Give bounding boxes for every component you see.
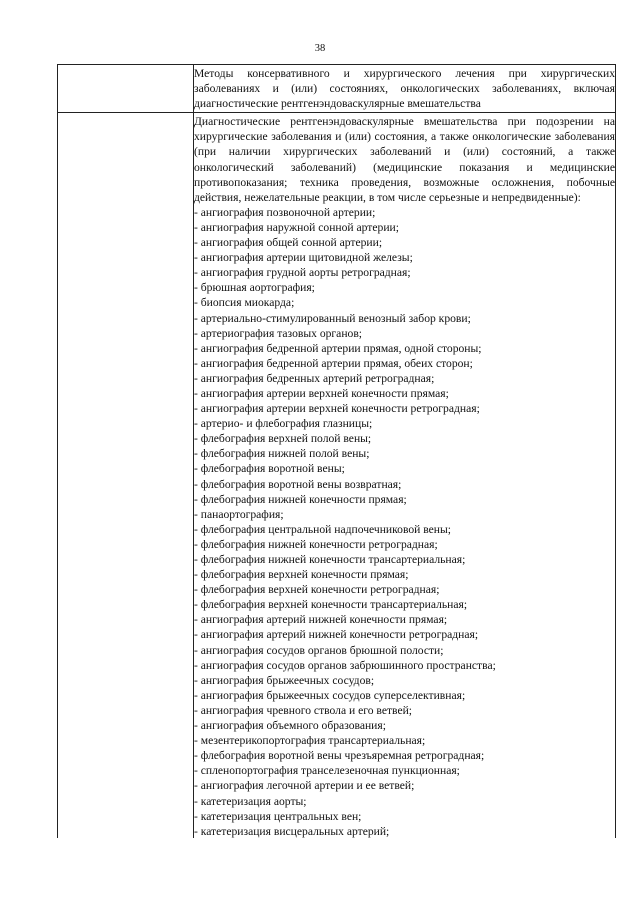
list-item: - мезентерикопортография трансартериальная; <box>194 734 426 748</box>
list-item: - ангиография брыжеечных сосудов; <box>194 673 375 687</box>
table-row-content <box>58 113 616 840</box>
section-header-text: Методы консервативного и хирургического лечения при хирургических заболеваниях и (или) состояниях, онкологических заболеваниях, включая диагностические рентгенэндоваскулярные вмешательства <box>194 67 615 111</box>
page-number: 38 <box>314 43 326 54</box>
list-item: - артериально-стимулированный венозный забор крови; <box>194 311 471 325</box>
list-item: - флебография верхней полой вены; <box>194 432 372 446</box>
list-item: - ангиография чревного ствола и его ветвей; <box>194 703 413 717</box>
list-item: - флебография верхней конечности прямая; <box>194 568 409 582</box>
list-item: - ангиография артерии верхней конечности прямая; <box>194 386 449 400</box>
list-item: - ангиография объемного образования; <box>194 719 386 733</box>
list-item: - спленопортография транселезеночная пункционная; <box>194 764 460 778</box>
list-item: - ангиография артерий нижней конечности прямая; <box>194 613 448 627</box>
list-item: - флебография верхней конечности трансартериальная; <box>194 598 468 612</box>
list-item: - биопсия миокарда; <box>194 296 295 310</box>
list-item: - ангиография легочной артерии и ее ветвей; <box>194 779 415 793</box>
list-item: - брюшная аортография; <box>194 281 315 295</box>
content-cell <box>194 113 616 840</box>
list-item: - ангиография сосудов органов брюшной полости; <box>194 643 444 657</box>
list-item: - ангиография артерии щитовидной железы; <box>194 251 413 265</box>
list-item: - ангиография наружной сонной артерии; <box>194 220 399 234</box>
list-item: - флебография воротной вены чрезъяремная ретроградная; <box>194 749 485 763</box>
list-item: - ангиография общей сонной артерии; <box>194 236 383 250</box>
table-row-header <box>58 65 616 113</box>
list-item: - катетеризация висцеральных артерий; <box>194 824 390 838</box>
list-item: - флебография верхней конечности ретроградная; <box>194 583 440 597</box>
list-item: - флебография воротной вены возвратная; <box>194 477 402 491</box>
page-bottom-margin <box>57 838 617 905</box>
empty-left-cell <box>58 65 194 113</box>
list-item: - артериография тазовых органов; <box>194 326 363 340</box>
list-item: - флебография нижней полой вены; <box>194 447 370 461</box>
list-item: - артерио- и флебография глазницы; <box>194 417 373 431</box>
list-item: - ангиография бедренной артерии прямая, обеих сторон; <box>194 356 473 370</box>
list-item: - ангиография артерии верхней конечности ретроградная; <box>194 402 480 416</box>
list-item: - ангиография бедренных артерий ретроградная; <box>194 371 435 385</box>
list-item: - флебография воротной вены; <box>194 462 345 476</box>
list-item: - флебография нижней конечности ретроградная; <box>194 537 438 551</box>
list-item: - ангиография брыжеечных сосудов суперселективная; <box>194 688 466 702</box>
list-item: - ангиография бедренной артерии прямая, одной стороны; <box>194 341 482 355</box>
list-item: - панаортография; <box>194 507 284 521</box>
content-table <box>57 64 616 840</box>
list-item: - катетеризация центральных вен; <box>194 809 362 823</box>
empty-left-cell <box>58 113 194 840</box>
procedure-list <box>194 205 615 839</box>
list-item: - катетеризация аорты; <box>194 794 307 808</box>
list-item: - ангиография сосудов органов забрюшинного пространства; <box>194 658 496 672</box>
list-item: - флебография нижней конечности трансартериальная; <box>194 553 466 566</box>
list-item: - ангиография позвоночной артерии; <box>194 205 376 219</box>
list-item: - ангиография грудной аорты ретроградная; <box>194 266 411 280</box>
list-item: - флебография нижней конечности прямая; <box>194 492 407 506</box>
list-item: - ангиография артерий нижней конечности ретроградная; <box>194 628 479 642</box>
list-item: - флебография центральной надпочечниковой вены; <box>194 522 452 536</box>
intro-paragraph: Диагностические рентгенэндоваскулярные вмешательства при подозрении на хирургические заболевания и (или) состояния, а также онкологические заболевания (при наличии хирургических заболеваний и (или) состояний, а также онкологический заболеваний) (медицинские показания и медицинские противопоказания; техника проведения, возможные осложнения, побочные действия, нежелательные реакции, в том числе серьезные и непредвиденные): <box>194 115 615 204</box>
section-header-cell <box>194 65 616 113</box>
